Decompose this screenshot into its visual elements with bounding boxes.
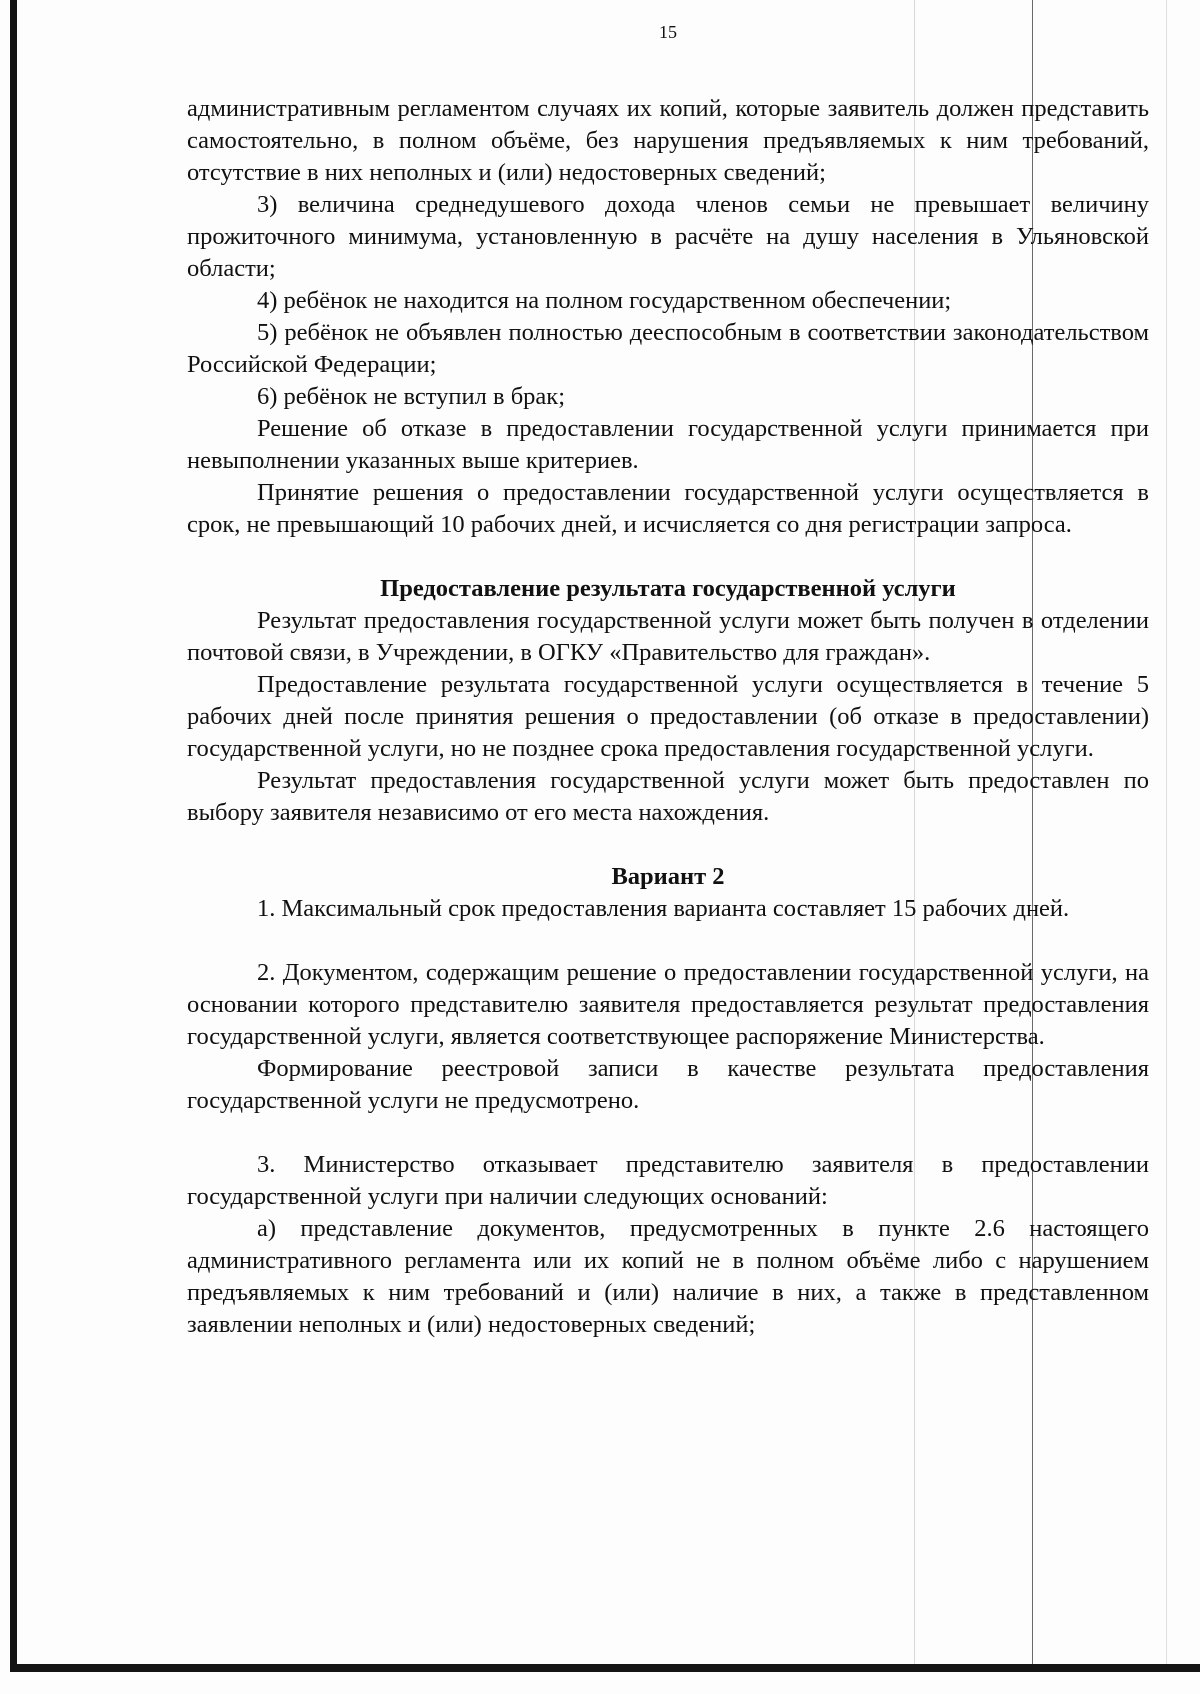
paragraph: 5) ребёнок не объявлен полностью дееспособным в соответствии законодательством Российской Федерации; [187, 319, 1149, 378]
section-heading-result: Предоставление результата государственной услуги [380, 575, 956, 602]
paragraph: 2. Документом, содержащим решение о предоставлении государственной услуги, на основании которого представителю заявителя предоставляется результат предоставления государственной услуги, является соответствующее распоряжение Министерства. [187, 959, 1149, 1050]
document-body [187, 93, 1149, 1341]
page-number: 15 [659, 22, 677, 42]
paragraph: Предоставление результата государственной услуги осуществляется в течение 5 рабочих дней после принятия решения о предоставлении (об отказе в предоставлении) государственной услуги, но не позднее срока предоставления государственной услуги. [187, 671, 1149, 762]
paragraph: Решение об отказе в предоставлении государственной услуги принимается при невыполнении указанных выше критериев. [187, 415, 1149, 474]
paragraph: Формирование реестровой записи в качестве результата предоставления государственной услуги не предусмотрено. [187, 1055, 1149, 1114]
paragraph: Принятие решения о предоставлении государственной услуги осуществляется в срок, не превышающий 10 рабочих дней, и исчисляется со дня регистрации запроса. [187, 479, 1149, 538]
scan-border-left [10, 0, 17, 1672]
scan-fold-line [1166, 0, 1167, 1664]
paragraph: 6) ребёнок не вступил в брак; [257, 383, 565, 410]
paragraph: административным регламентом случаях их копий, которые заявитель должен представить самостоятельно, в полном объёме, без нарушения предъявляемых к ним требований, отсутствие в них неполных и (или) недостоверных сведений; [187, 95, 1149, 186]
paragraph: 3) величина среднедушевого дохода членов семьи не превышает величину прожиточного минимума, установленную в расчёте на душу населения в Ульяновской области; [187, 191, 1149, 282]
paragraph: Результат предоставления государственной услуги может быть получен в отделении почтовой связи, в Учреждении, в ОГКУ «Правительство для граждан». [187, 607, 1149, 666]
paragraph: а) представление документов, предусмотренных в пункте 2.6 настоящего административного регламента или их копий не в полном объёме либо с нарушением предъявляемых к ним требований и (или) наличие в них, а также в представленном заявлении неполных и (или) недостоверных сведений; [187, 1215, 1149, 1338]
paragraph: 4) ребёнок не находится на полном государственном обеспечении; [257, 287, 952, 314]
paragraph: Результат предоставления государственной услуги может быть предоставлен по выбору заявителя независимо от его места нахождения. [187, 767, 1149, 826]
paragraph: 3. Министерство отказывает представителю заявителя в предоставлении государственной услуги при наличии следующих оснований: [187, 1151, 1149, 1210]
section-heading-variant-2: Вариант 2 [611, 863, 725, 890]
paragraph: 1. Максимальный срок предоставления варианта составляет 15 рабочих дней. [257, 895, 1070, 922]
scan-border-bottom [10, 1664, 1200, 1672]
